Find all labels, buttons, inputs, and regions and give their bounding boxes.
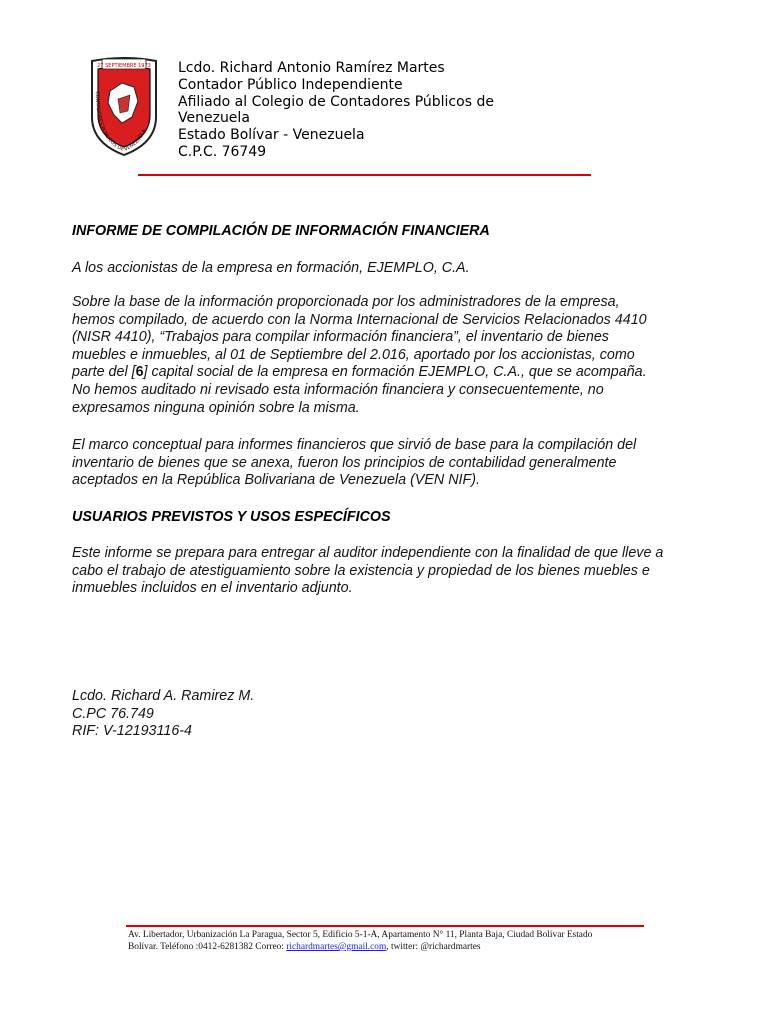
email-link[interactable]: richardmartes@gmail.com	[286, 942, 387, 952]
footer-contact-line: Bolívar. Teléfono :0412-6281382 Correo: richardmartes@gmail.com, twitter: @richardmartes	[128, 942, 481, 952]
footer-address	[128, 929, 648, 953]
signature-block	[72, 688, 254, 741]
salutation: A los accionistas de la empresa en formación, EJEMPLO, C.A.	[72, 260, 470, 276]
signature-cpc: C.PC 76.749	[72, 705, 154, 722]
paragraph-line: Este informe se prepara para entregar al auditor independiente con la finalidad de que lleve a	[72, 545, 664, 561]
report-title: INFORME DE COMPILACIÓN DE INFORMACIÓN FINANCIERA	[72, 223, 490, 239]
signature-rif: RIF: V-12193116-4	[72, 723, 193, 740]
accountant-title: Contador Público Independiente	[178, 76, 403, 93]
paragraph-line: expresamos ninguna opinión sobre la misma.	[72, 399, 360, 416]
footer-address-line: Av. Libertador, Urbanización La Paragua, Sector 5, Edificio 5-1-A, Apartamento N° 11, Planta Baja, Ciudad Bolívar Estado	[128, 930, 593, 940]
paragraph-line: cabo el trabajo de atestiguamiento sobre la existencia y propiedad de los bienes muebles e	[72, 562, 650, 579]
paragraph-line: muebles e inmuebles, al 01 de Septiembre del 2.016, aportado por los accionistas, como	[72, 346, 635, 363]
cpc-number: C.P.C. 76749	[178, 143, 267, 160]
paragraph-line: El marco conceptual para informes financieros que sirvió de base para la compilación del	[72, 437, 637, 453]
capital-percentage: 6	[135, 364, 144, 381]
paragraph-line: No hemos auditado ni revisado esta información financiera y consecuentemente, no	[72, 381, 604, 398]
paragraph-line: inmuebles incluidos en el inventario adjunto.	[72, 580, 353, 597]
paragraph-line: aceptados en la República Bolivariana de Venezuela (VEN NIF).	[72, 472, 480, 489]
paragraph-compilation	[72, 294, 695, 417]
letterhead	[178, 60, 598, 161]
accountant-name: Lcdo. Richard Antonio Ramírez Martes	[178, 60, 445, 76]
footer-divider	[126, 925, 644, 927]
college-seal-logo	[88, 55, 160, 157]
paragraph-line: hemos compilado, de acuerdo con la Norma Internacional de Servicios Relacionados 4410	[72, 311, 647, 328]
header-divider	[138, 174, 591, 176]
paragraph-purpose	[72, 545, 695, 598]
paragraph-line: parte del [6] capital social de la empresa en formación EJEMPLO, C.A., que se acompaña.	[72, 364, 647, 381]
seal-top-text: 27 SEPTIEMBRE 1973	[97, 63, 151, 69]
seal-ring-text: CONTADORES PUBLICOS DE VENEZUELA	[93, 91, 148, 154]
affiliation-line: Afiliado al Colegio de Contadores Públicos de	[178, 93, 494, 110]
affiliation-country: Venezuela	[178, 110, 250, 127]
state-line: Estado Bolívar - Venezuela	[178, 127, 365, 144]
paragraph-line: Sobre la base de la información proporcionada por los administradores de la empresa,	[72, 294, 620, 310]
paragraph-framework	[72, 437, 695, 490]
paragraph-line: (NISR 4410), “Trabajos para compilar información financiera”, el inventario de bienes	[72, 329, 609, 346]
signature-name: Lcdo. Richard A. Ramirez M.	[72, 688, 255, 704]
section-title-users: USUARIOS PREVISTOS Y USOS ESPECÍFICOS	[72, 509, 391, 525]
paragraph-line: inventario de bienes que se anexa, fueron los principios de contabilidad generalmente	[72, 454, 617, 471]
